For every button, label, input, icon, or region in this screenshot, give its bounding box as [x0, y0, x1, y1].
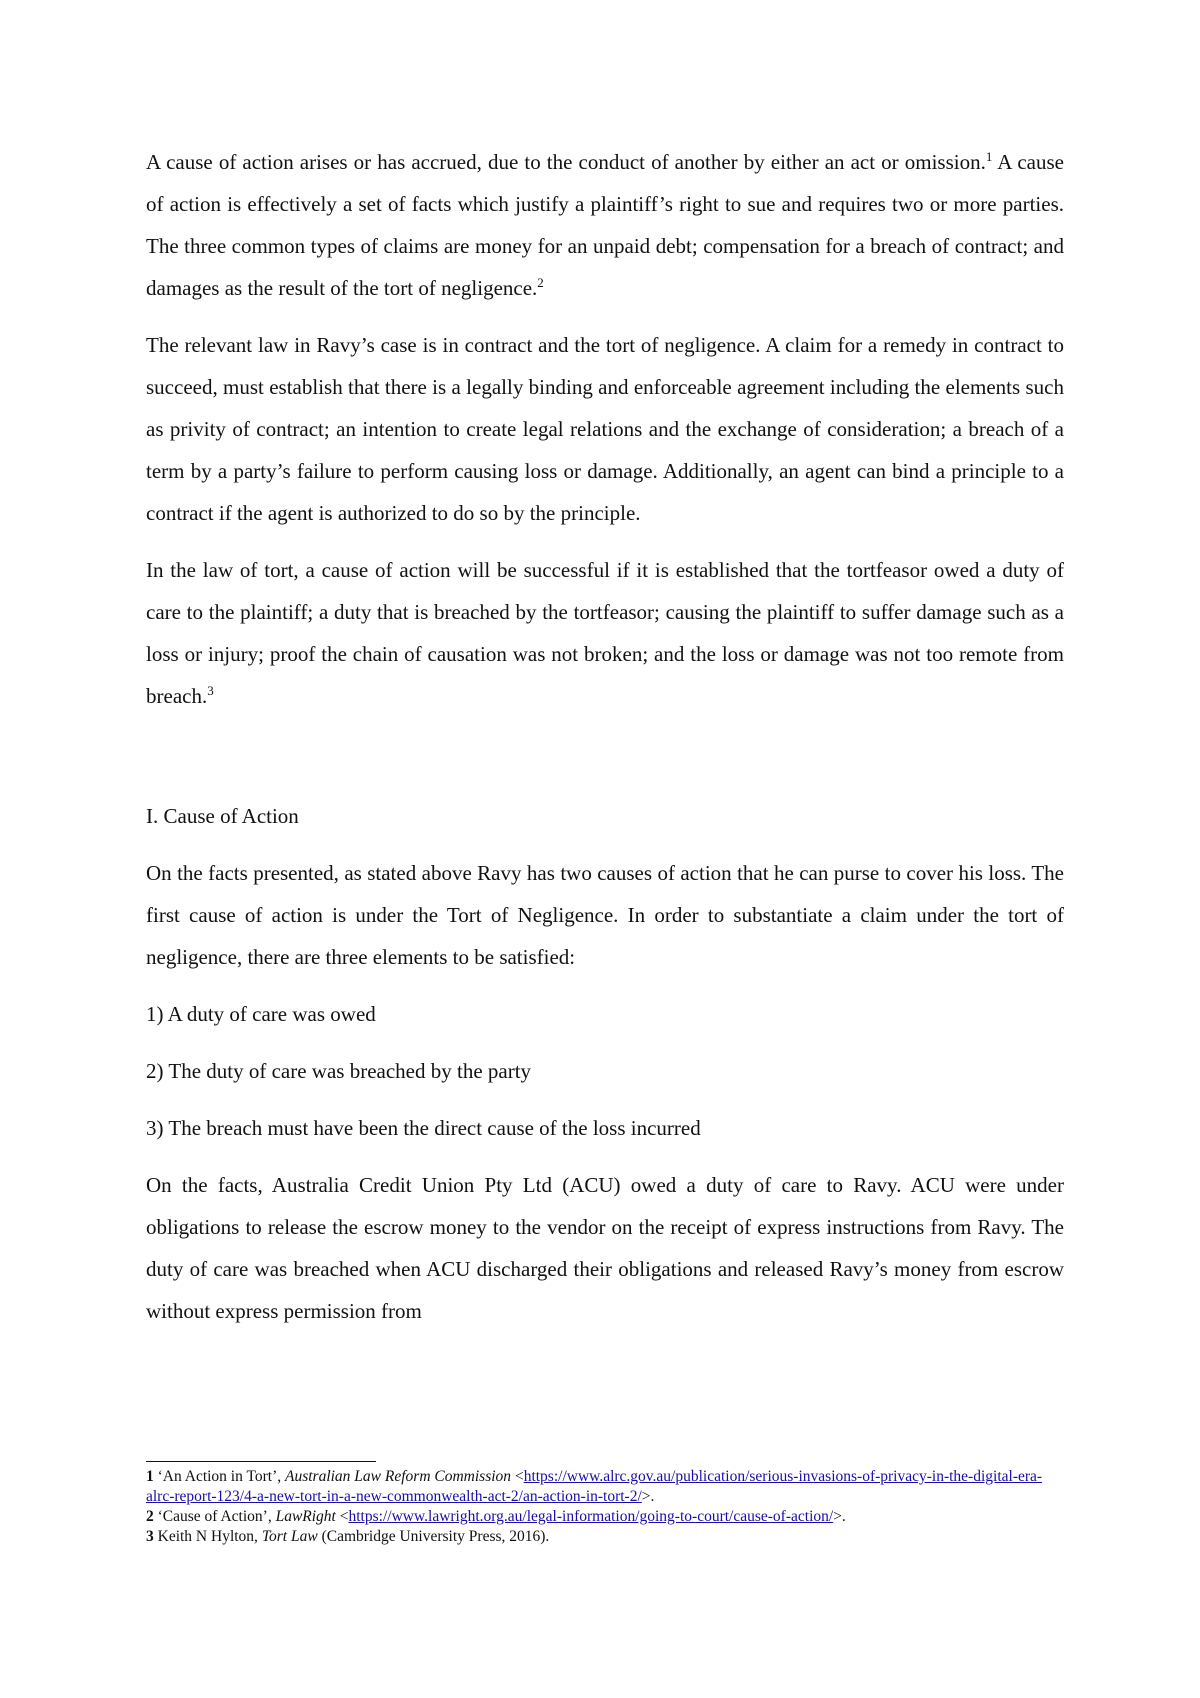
section-heading: I. Cause of Action: [146, 804, 299, 828]
paragraph-text: A cause of action arises or has accrued, due to the conduct of another by either an act or omission.: [146, 150, 986, 174]
footnote-number: 3: [146, 1528, 154, 1545]
footnote-3: [146, 1527, 1064, 1547]
footnote-reference-3[interactable]: 3: [207, 683, 214, 698]
footnote-1: [146, 1467, 1064, 1507]
footnote-separator: [146, 1461, 376, 1462]
footnote-reference-2[interactable]: 2: [537, 275, 544, 290]
footnote-text: Keith N Hylton,: [153, 1528, 262, 1545]
footnote-link[interactable]: https://www.lawright.org.au/legal-information/going-to-court/cause-of-action/: [348, 1508, 834, 1525]
footnote-text: ‘An Action in Tort’,: [153, 1468, 285, 1485]
footnote-number: 1: [146, 1468, 154, 1485]
footnote-reference-1[interactable]: 1: [985, 149, 993, 164]
list-item-duty-owed: 1) A duty of care was owed: [146, 1002, 376, 1026]
document-body: [146, 141, 1064, 1347]
paragraph-text: In the law of tort, a cause of action will be successful if it is established that the tortfeasor owed a duty of care to the plaintiff; a duty that is breached by the tortfeasor; causing the plaintiff to suffer damage such as a loss or injury; proof the chain of causation was not broken; and the loss or damage was not too remote from breach.: [146, 558, 1064, 708]
footnote-text: >.: [833, 1508, 846, 1525]
paragraph-acu-duty: On the facts, Australia Credit Union Pty Ltd (ACU) owed a duty of care to Ravy. ACU were under obligations to release the escrow money to the vendor on the receipt of express instructions from Ravy. The duty of care was breached when ACU discharged their obligations and released Ravy’s money from escrow without express permission from: [146, 1173, 1064, 1323]
footnotes-section: [146, 1467, 1064, 1547]
footnote-source: Tort Law: [261, 1528, 318, 1545]
footnote-number: 2: [146, 1508, 154, 1525]
paragraph-relevant-law: The relevant law in Ravy’s case is in contract and the tort of negligence. A claim for a remedy in contract to succeed, must establish that there is a legally binding and enforceable agreement including the elements such as privity of contract; an intention to create legal relations and the exchange of consideration; a breach of a term by a party’s failure to perform causing loss or damage. Additionally, an agent can bind a principle to a contract if the agent is authorized to do so by the principle.: [146, 333, 1064, 525]
paragraph-text: A cause of action is effectively a set of facts which justify a plaintiff’s right to sue and requires two or more parties. The three common types of claims are money for an unpaid debt; compensation for a breach of contract; and damages as the result of the tort of negligence.: [146, 150, 1064, 300]
footnote-text: >.: [641, 1488, 655, 1505]
paragraph-law-of-tort: [146, 549, 1064, 717]
footnote-2: [146, 1507, 1064, 1527]
paragraph-facts-presented: On the facts presented, as stated above Ravy has two causes of action that he can purse to cover his loss. The first cause of action is under the Tort of Negligence. In order to substantiate a claim under the tort of negligence, there are three elements to be satisfied:: [146, 861, 1064, 969]
footnote-text: <: [511, 1468, 524, 1485]
footnote-text: (Cambridge University Press, 2016).: [317, 1528, 550, 1545]
footnote-link[interactable]: https://www.alrc.gov.au/publication/serious-invasions-of-privacy-in-the-digital-era-alrc-report-123/4-a-new-tort-in-a-new-commonwealth-act-2/an-action-in-tort-2/: [146, 1468, 1043, 1505]
list-item-duty-breached: 2) The duty of care was breached by the party: [146, 1059, 532, 1083]
list-item-direct-cause: 3) The breach must have been the direct cause of the loss incurred: [146, 1116, 701, 1140]
paragraph-cause-of-action-intro: [146, 141, 1064, 309]
footnote-text: <: [335, 1508, 349, 1525]
footnote-text: ‘Cause of Action’,: [153, 1508, 276, 1525]
footnote-source: Australian Law Reform Commission: [284, 1468, 512, 1485]
footnote-source: LawRight: [275, 1508, 336, 1525]
